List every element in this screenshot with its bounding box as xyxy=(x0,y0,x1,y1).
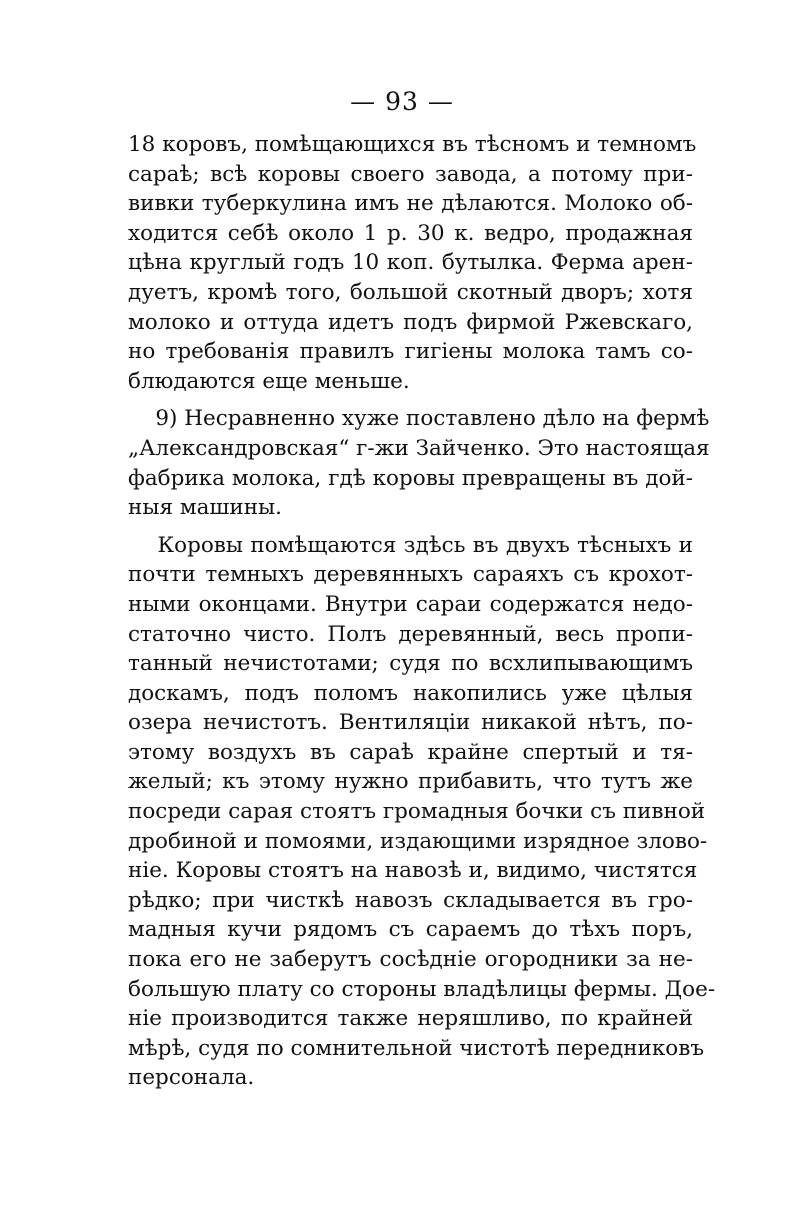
text-line: пока его не заберутъ сосѣдніе огородники за не- xyxy=(128,947,693,973)
text-line: ніе производится также неряшливо, по крайней xyxy=(128,1006,693,1032)
text-line: доскамъ, подъ поломъ накопились уже цѣлыя xyxy=(128,680,693,706)
text-line: мѣрѣ, судя по сомнительной чистотѣ передниковъ xyxy=(128,1035,705,1061)
text-line: статочно чисто. Полъ деревянный, весь пропи- xyxy=(128,621,693,647)
paragraph-3 xyxy=(128,531,716,1093)
page-number: — 93 — xyxy=(350,87,454,116)
paragraph-gap xyxy=(128,396,693,404)
text-line: танный нечистотами; судя по всхлипывающимъ xyxy=(128,651,693,677)
paragraph-1 xyxy=(128,130,697,396)
text-line: персонала. xyxy=(128,1065,255,1091)
text-line: посреди сарая стоятъ громадныя бочки съ пивной xyxy=(128,799,706,825)
text-line: „Александровская“ г-жи Зайченко. Это настоящая xyxy=(128,435,710,461)
text-line: фабрика молока, гдѣ коровы превращены въ дой- xyxy=(128,465,693,491)
text-line: ходится себѣ около 1 р. 30 к. ведро, продажная xyxy=(128,220,693,246)
text-line: дуетъ, кромѣ того, большой скотный дворъ; хотя xyxy=(128,279,693,305)
text-line: цѣна круглый годъ 10 коп. бутылка. Ферма арен- xyxy=(128,250,693,276)
text-line: почти темныхъ деревянныхъ сараяхъ съ крохот- xyxy=(128,562,693,588)
text-line: сараѣ; всѣ коровы своего завода, а потому при- xyxy=(128,161,693,187)
text-line: блюдаются еще меньше. xyxy=(128,368,410,394)
text-line: молоко и оттуда идетъ подъ фирмой Ржевскаго, xyxy=(128,309,693,335)
text-line: 9) Несравненно хуже поставлено дѣло на фермѣ xyxy=(128,406,710,432)
text-line: ными оконцами. Внутри сараи содержатся недо- xyxy=(128,591,693,617)
text-line: 18 коровъ, помѣщающихся въ тѣсномъ и темномъ xyxy=(128,132,697,157)
text-line: желый; къ этому нужно прибавить, что тутъ же xyxy=(128,769,693,795)
text-line: рѣдко; при чисткѣ навозъ складывается въ гро- xyxy=(128,887,693,913)
text-line: этому воздухъ въ сараѣ крайне спертый и тя- xyxy=(128,739,693,765)
paragraph-2 xyxy=(128,404,710,522)
body-text xyxy=(128,130,716,1093)
text-line: ніе. Коровы стоятъ на навозѣ и, видимо, чистятся xyxy=(128,858,698,884)
text-line: дробиной и помоями, издающими изрядное злово- xyxy=(128,828,708,854)
text-line: озера нечистотъ. Вентиляціи никакой нѣтъ, по- xyxy=(128,710,693,736)
text-line: вивки туберкулина имъ не дѣлаются. Молоко об- xyxy=(128,191,693,217)
text-line: мадныя кучи рядомъ съ сараемъ до тѣхъ поръ, xyxy=(128,917,693,943)
text-line: но требованія правилъ гигіены молока тамъ со- xyxy=(128,339,693,365)
text-line: большую плату со стороны владѣлицы фермы. Дое- xyxy=(128,976,716,1002)
text-line: ныя машины. xyxy=(128,495,282,521)
paragraph-gap xyxy=(128,523,693,531)
text-line: Коровы помѣщаются здѣсь въ двухъ тѣсныхъ и xyxy=(128,532,693,558)
